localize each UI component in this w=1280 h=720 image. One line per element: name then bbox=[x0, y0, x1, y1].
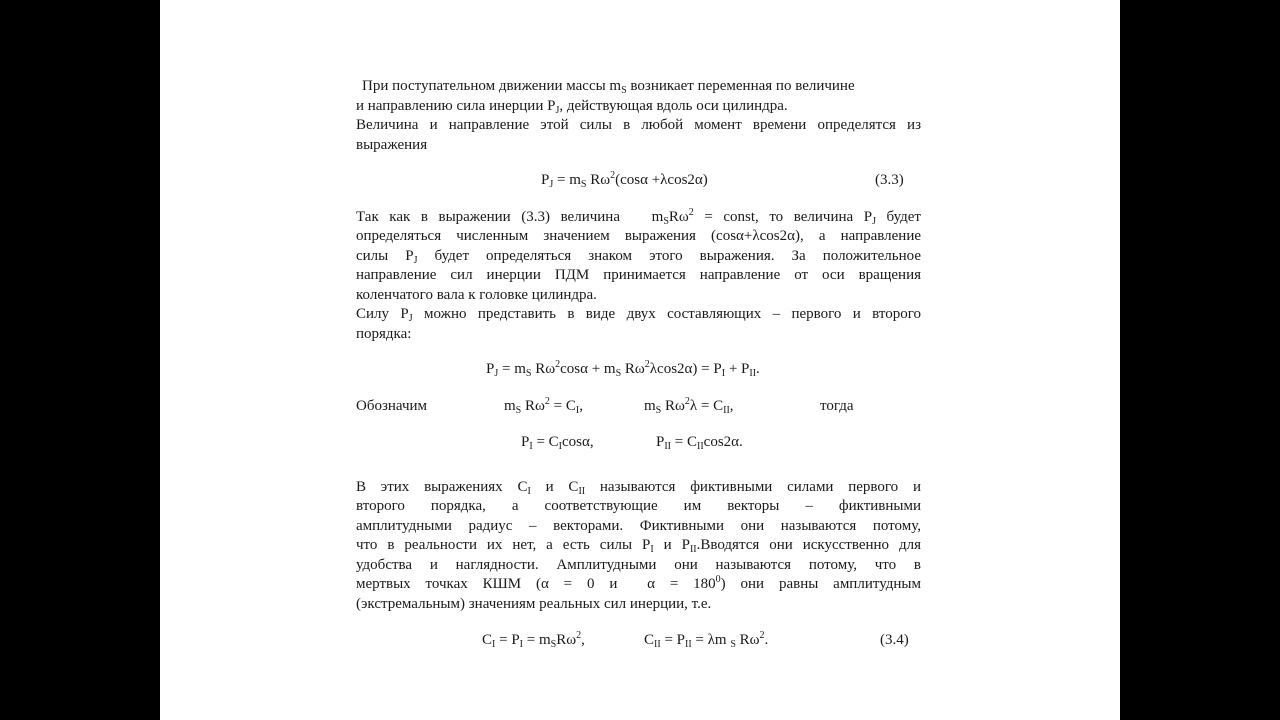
text-line: и направлению сила инерции $P_J$, действующая вдоль оси цилиндра. bbox=[356, 97, 788, 116]
formula-3-3-body: $P_J = m_S$ $R\omega^2(\cos\alpha +\lambda\cos 2\alpha)$ bbox=[541, 170, 708, 190]
text-line: определяться численным значением выражения (cosα+λcos2α), а направление bbox=[356, 228, 921, 244]
document-page bbox=[160, 0, 1120, 720]
formula-3-3 bbox=[356, 171, 921, 191]
text-line: Так как в выражении (3.3) величина $m_SR\omega^2$ = const, то величина $P_J$ будет bbox=[356, 206, 921, 227]
formula-3-3-number: (3.3) bbox=[875, 172, 904, 188]
text-line: (экстремальным) значениям реальных сил инерции, т.е. bbox=[356, 595, 712, 612]
formula-3-4-c2: $C_{II} = P_{II} = \lambda m$ $_S$ $R\omega^2$. bbox=[644, 630, 769, 650]
formula-3-4-number: (3.4) bbox=[880, 632, 909, 648]
text-line: порядка: bbox=[356, 325, 412, 342]
notation-c1: $m_S$ $R\omega^2 = C_I$, bbox=[504, 395, 583, 416]
text-line: выражения bbox=[356, 136, 428, 153]
formula-p1-p2 bbox=[356, 433, 921, 453]
document-body bbox=[356, 77, 921, 651]
notation-label: Обозначим bbox=[356, 397, 428, 414]
text-line: второго порядка, а соответствующие им векторы – фиктивными bbox=[356, 498, 921, 514]
formula-3-4-c1: $C_I = P_I = m_SR\omega^2$, bbox=[482, 630, 585, 650]
formula-p1: $P_I = C_I\cos\alpha$, bbox=[521, 434, 594, 452]
text-line: Величина и направление этой силы в любой момент времени определятся из bbox=[356, 117, 921, 133]
text-line: Силу $P_J$ можно представить в виде двух составляющих – первого и второго bbox=[356, 306, 921, 324]
formula-pj-split bbox=[356, 360, 921, 380]
text-line: В этих выражениях $C_I$ и $C_{II}$ называются фиктивными силами первого и bbox=[356, 478, 921, 497]
text-line: направление сил инерции ПДМ принимается направление от оси вращения bbox=[356, 267, 921, 283]
formula-notation bbox=[356, 397, 921, 417]
text-line: мертвых точках КШМ (α = 0 и $\alpha = 180^0$) они равны амплитудным bbox=[356, 574, 921, 592]
formula-p2: $P_{II} = C_{II}\cos 2\alpha$. bbox=[656, 434, 743, 452]
notation-then: тогда bbox=[820, 397, 854, 414]
text-line: коленчатого вала к головке цилиндра. bbox=[356, 286, 597, 303]
text-line: силы $P_J$ будет определяться знаком этого выражения. За положительное bbox=[356, 247, 921, 266]
text-line: удобства и наглядности. Амплитудными они называются потому, что в bbox=[356, 556, 921, 573]
formula-3-4 bbox=[356, 631, 921, 651]
formula-pj-split-body: $P_J = m_S$ $R\omega^2\cos\alpha + m_S$ $R\omega^2\lambda\cos 2\alpha) = P_I + P_{II}$. bbox=[486, 359, 760, 379]
text-line: что в реальности их нет, а есть силы $P_I$ и $P_{II}.Вводятся$ они искусственно для bbox=[356, 537, 921, 555]
notation-c2: $m_S$ $R\omega^2\lambda = C_{II}$, bbox=[644, 395, 734, 416]
text-line: амплитудными радиус – векторами. Фиктивными они называются потому, bbox=[356, 517, 921, 534]
text-line: При поступательном движении массы $m_S$ возникает переменная по величине bbox=[362, 78, 855, 96]
